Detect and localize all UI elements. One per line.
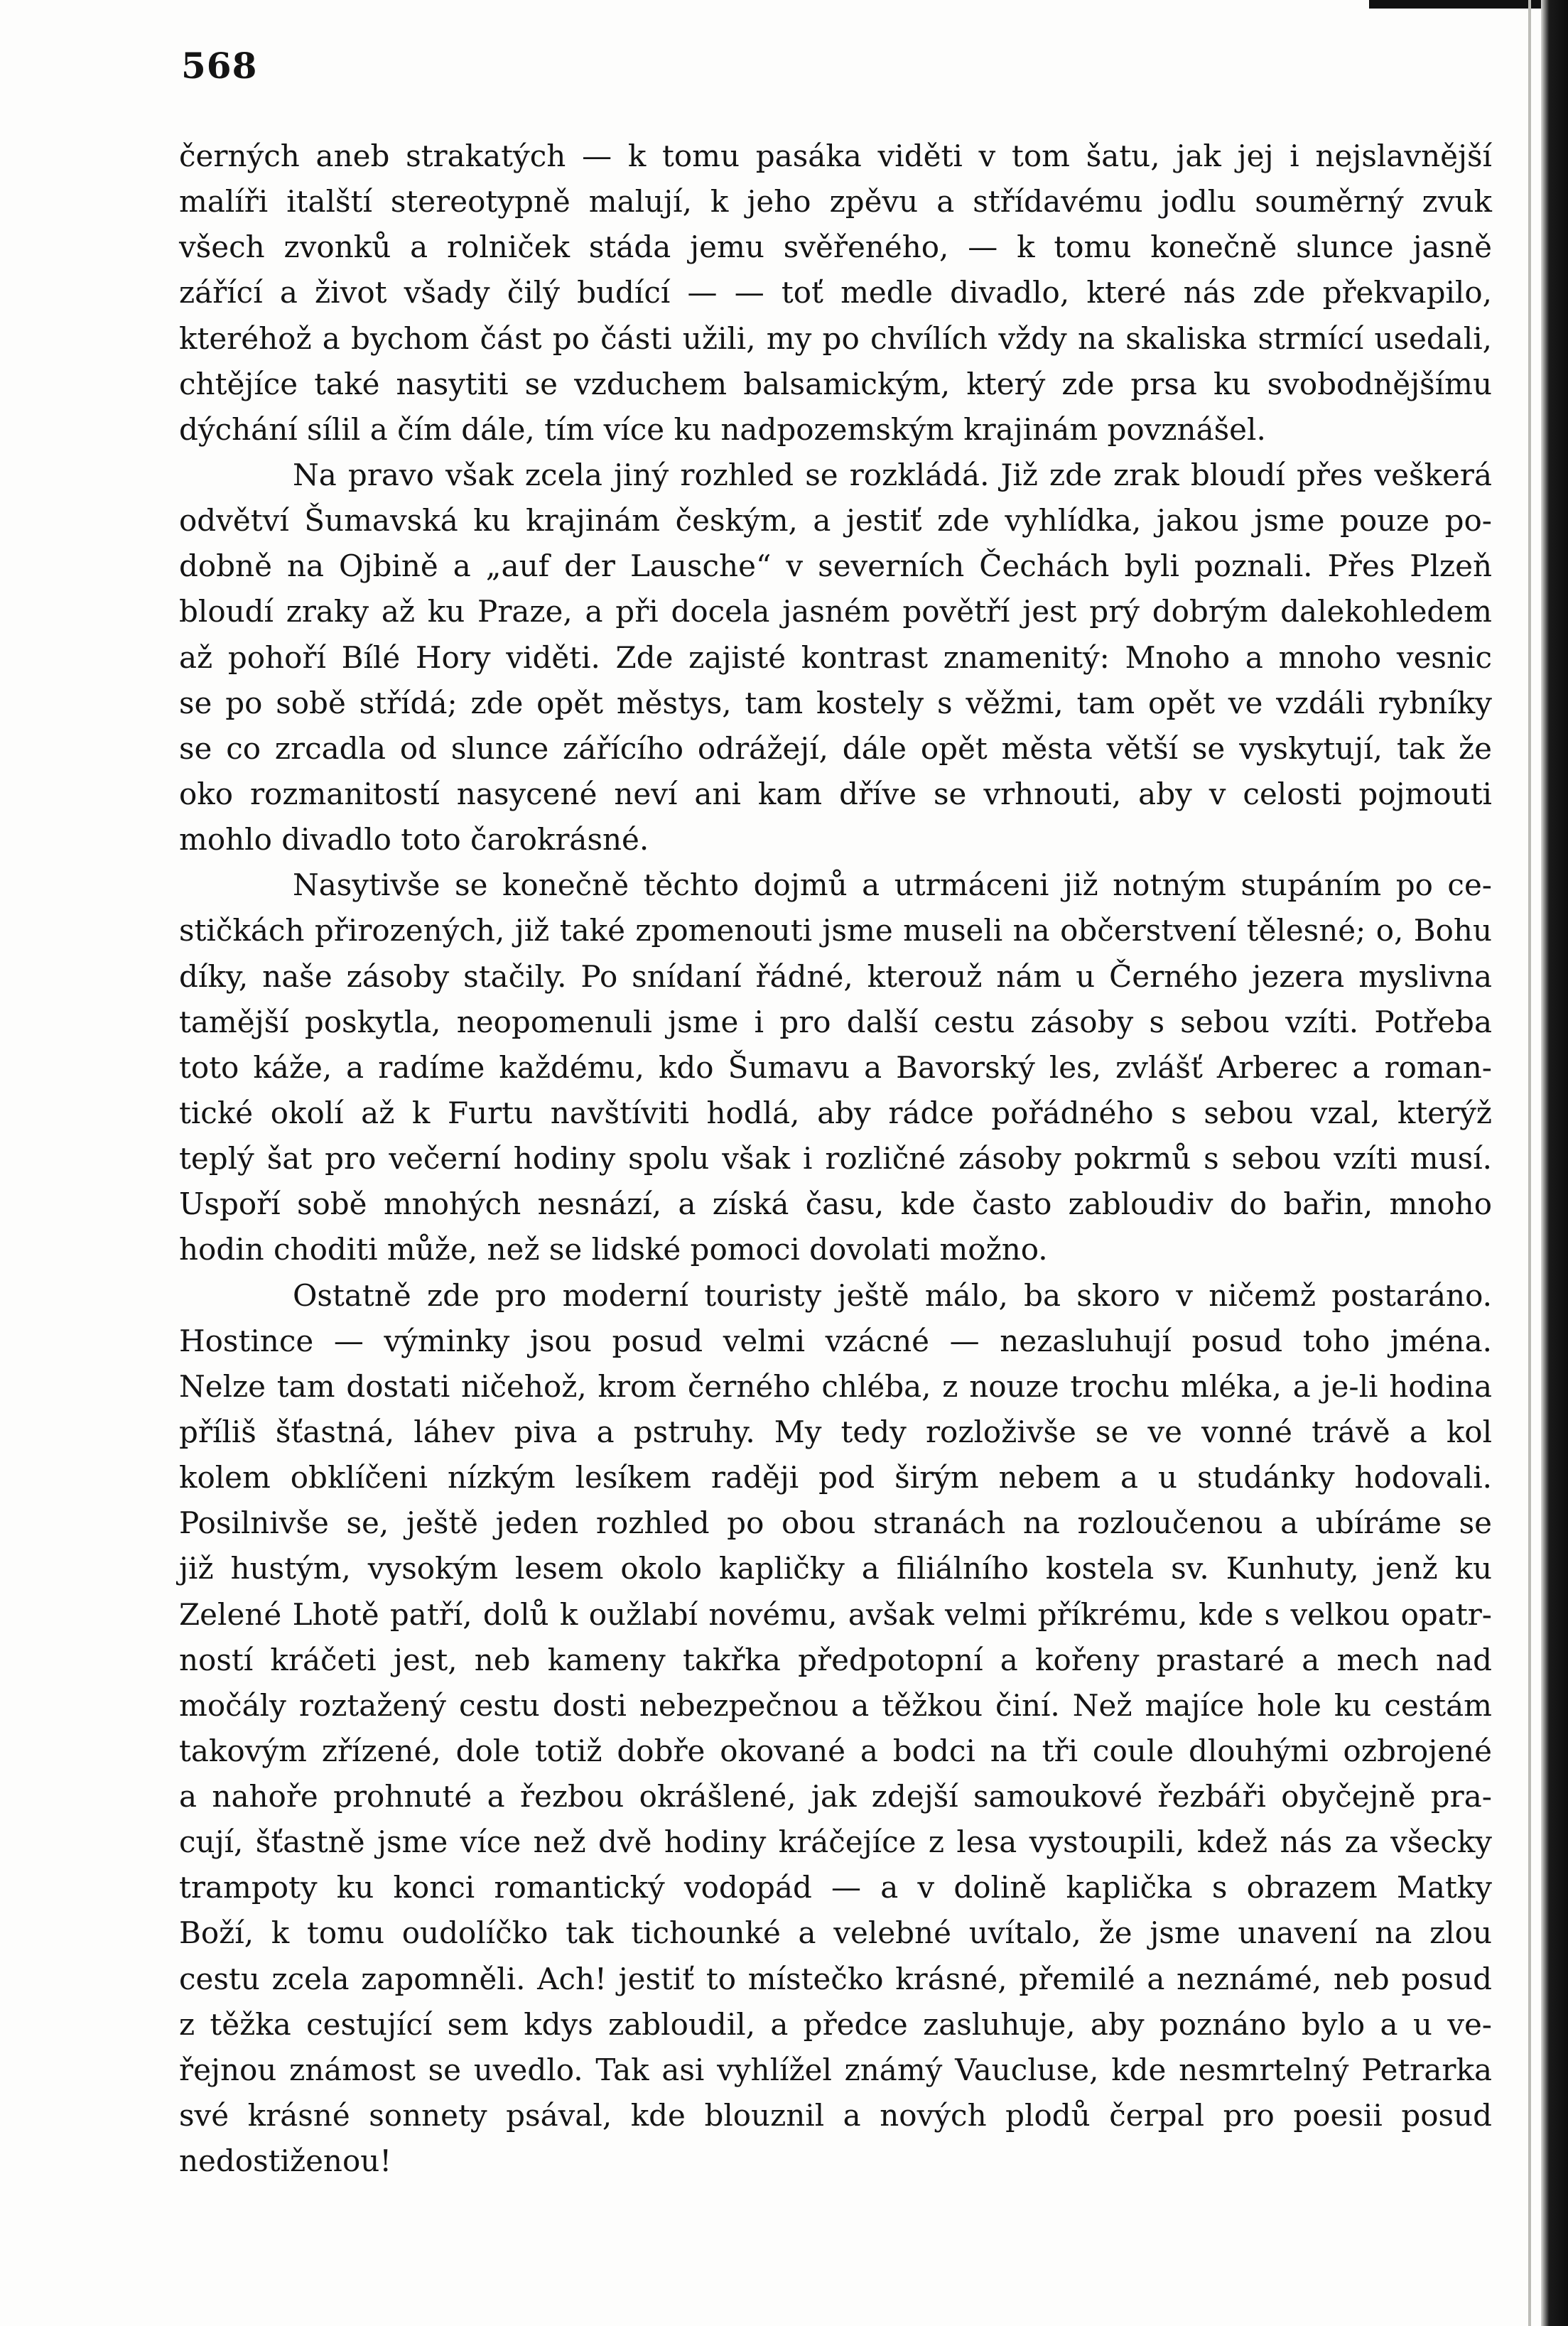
text-line: zářící a život všady čilý budící — — toť medle divadlo, které nás zde překvapilo, <box>179 275 1492 310</box>
text-line: Hostince — výminky jsou posud velmi vzácné — nezasluhují posud toho jména. <box>179 1323 1492 1358</box>
text-line: řejnou známost se uvedlo. Tak asi vyhlížel známý Vaucluse, kde nesmrtelný Petrarka <box>179 2052 1492 2087</box>
text-line: Nelze tam dostati ničehož, krom černého chléba, z nouze trochu mléka, a je-li hodina <box>179 1368 1492 1404</box>
text-line: díky, naše zásoby stačily. Po snídaní řádné, kterouž nám u Černého jezera myslivna <box>179 958 1492 994</box>
text-line: stičkách přirozených, již také zpomenouti jsme museli na občerstvení tělesné; o, Bohu <box>179 913 1492 948</box>
text-line: dýchání sílil a čím dále, tím více ku nadpozemským krajinám povznášel. <box>179 411 1266 447</box>
text-line: kolem obklíčeni nízkým lesíkem raději pod širým nebem a u studánky hodovali. <box>179 1460 1492 1495</box>
paragraph <box>179 134 1492 453</box>
text-line: močály roztažený cestu dosti nebezpečnou a těžkou činí. Než majíce hole ku cestám <box>179 1687 1492 1723</box>
text-line: dobně na Ojbině a „auf der Lausche“ v severních Čechách byli poznali. Přes Plzeň <box>179 548 1492 584</box>
text-line: se po sobě střídá; zde opět městys, tam kostely s věžmi, tam opět ve vzdáli rybníky <box>179 685 1492 720</box>
text-line: černých aneb strakatých — k tomu pasáka viděti v tom šatu, jak jej i nejslavnější <box>179 139 1492 173</box>
text-line: malíři italští stereotypně malují, k jeho zpěvu a střídavému jodlu souměrný zvuk <box>179 184 1492 220</box>
text-line: všech zvonků a rolniček stáda jemu svěřeného, — k tomu konečně slunce jasně <box>179 229 1492 265</box>
page-number: 568 <box>181 45 258 87</box>
text-line: již hustým, vysokým lesem okolo kapličky a filiálního kostela sv. Kunhuty, jenž ku <box>179 1551 1492 1586</box>
text-line: Nasytivše se konečně těchto dojmů a utrmáceni již notným stupáním po ce- <box>293 867 1492 903</box>
text-line: ností kráčeti jest, neb kameny takřka předpotopní a kořeny prastaré a mech nad <box>179 1642 1492 1677</box>
text-line: nedostiženou! <box>179 2143 392 2179</box>
text-line: a nahoře prohnuté a řezbou okrášlené, jak zdejší samoukové řezbáři obyčejně pra- <box>179 1779 1492 1814</box>
text-line: z těžka cestující sem kdys zabloudil, a předce zasluhuje, aby poznáno bylo a u ve- <box>179 2006 1492 2042</box>
paragraph <box>179 862 1492 1272</box>
text-line: oko rozmanitostí nasycené neví ani kam dříve se vrhnouti, aby v celosti pojmouti <box>179 776 1492 811</box>
text-line: Na pravo však zcela jiný rozhled se rozkládá. Již zde zrak bloudí přes veškerá <box>293 457 1492 492</box>
text-line: hodin choditi může, než se lidské pomoci dovolati možno. <box>179 1232 1048 1267</box>
text-line: bloudí zraky až ku Praze, a při docela jasném povětří jest prý dobrým dalekohledem <box>179 594 1492 629</box>
text-line: své krásné sonnety psával, kde blouznil a nových plodů čerpal pro poesii posud <box>179 2098 1492 2133</box>
text-line: odvětví Šumavská ku krajinám českým, a jestiť zde vyhlídka, jakou jsme pouze po- <box>179 503 1492 539</box>
text-line: tické okolí až k Furtu navštíviti hodlá, aby rádce pořádného s sebou vzal, kterýž <box>179 1095 1492 1130</box>
paragraph <box>179 1273 1492 2185</box>
text-line: tamější poskytla, neopomenuli jsme i pro další cestu zásoby s sebou vzíti. Potřeba <box>179 1004 1492 1039</box>
text-line: cestu zcela zapomněli. Ach! jestiť to místečko krásné, přemilé a neznámé, neb posud <box>179 1961 1492 1996</box>
text-line: až pohoří Bílé Hory viděti. Zde zajisté kontrast znamenitý: Mnoho a mnoho vesnic <box>179 639 1492 675</box>
text-line: příliš šťastná, láhev piva a pstruhy. My tedy rozloživše se ve vonné trávě a kol <box>179 1414 1492 1449</box>
text-line: trampoty ku konci romantický vodopád — a v dolině kaplička s obrazem Matky <box>179 1870 1492 1905</box>
body-text <box>179 134 1492 2184</box>
text-line: cují, šťastně jsme více než dvě hodiny kráčejíce z lesa vystoupili, kdež nás za všecky <box>179 1824 1492 1860</box>
text-line: Uspoří sobě mnohých nesnází, a získá času, kde často zabloudiv do bařin, mnoho <box>179 1186 1492 1222</box>
paragraph <box>179 453 1492 862</box>
text-line: Zelené Lhotě patří, dolů k oužlabí novému, avšak velmi příkrému, kde s velkou opatr- <box>179 1596 1492 1632</box>
text-line: kteréhož a bychom část po části užili, my po chvílích vždy na skaliska strmící usedali, <box>179 320 1492 356</box>
scan-right-edge <box>1541 0 1568 2326</box>
text-line: teplý šat pro večerní hodiny spolu však i rozličné zásoby pokrmů s sebou vzíti musí. <box>179 1141 1492 1176</box>
text-line: Posilnivše se, ještě jeden rozhled po obou stranách na rozloučenou a ubíráme se <box>179 1505 1492 1541</box>
text-line: mohlo divadlo toto čarokrásné. <box>179 822 649 858</box>
text-line: chtějíce také nasytiti se vzduchem balsamickým, který zde prsa ku svobodnějšímu <box>179 366 1492 401</box>
text-line: Ostatně zde pro moderní touristy ještě málo, ba skoro v ničemž postaráno. <box>293 1277 1492 1313</box>
text-line: Boží, k tomu oudolíčko tak tichounké a velebné uvítalo, že jsme unavení na zlou <box>179 1915 1492 1951</box>
scan-gutter-line <box>1528 0 1531 2326</box>
text-line: toto káže, a radíme každému, kdo Šumavu a Bavorský les, zvlášť Arberec a roman- <box>179 1049 1492 1085</box>
scan-top-edge <box>1369 0 1568 9</box>
text-line: takovým zřízené, dole totiž dobře okované a bodci na tři coule dlouhými ozbrojené <box>179 1733 1492 1768</box>
text-line: se co zrcadla od slunce zářícího odrážejí, dále opět města větší se vyskytují, tak že <box>179 730 1492 766</box>
